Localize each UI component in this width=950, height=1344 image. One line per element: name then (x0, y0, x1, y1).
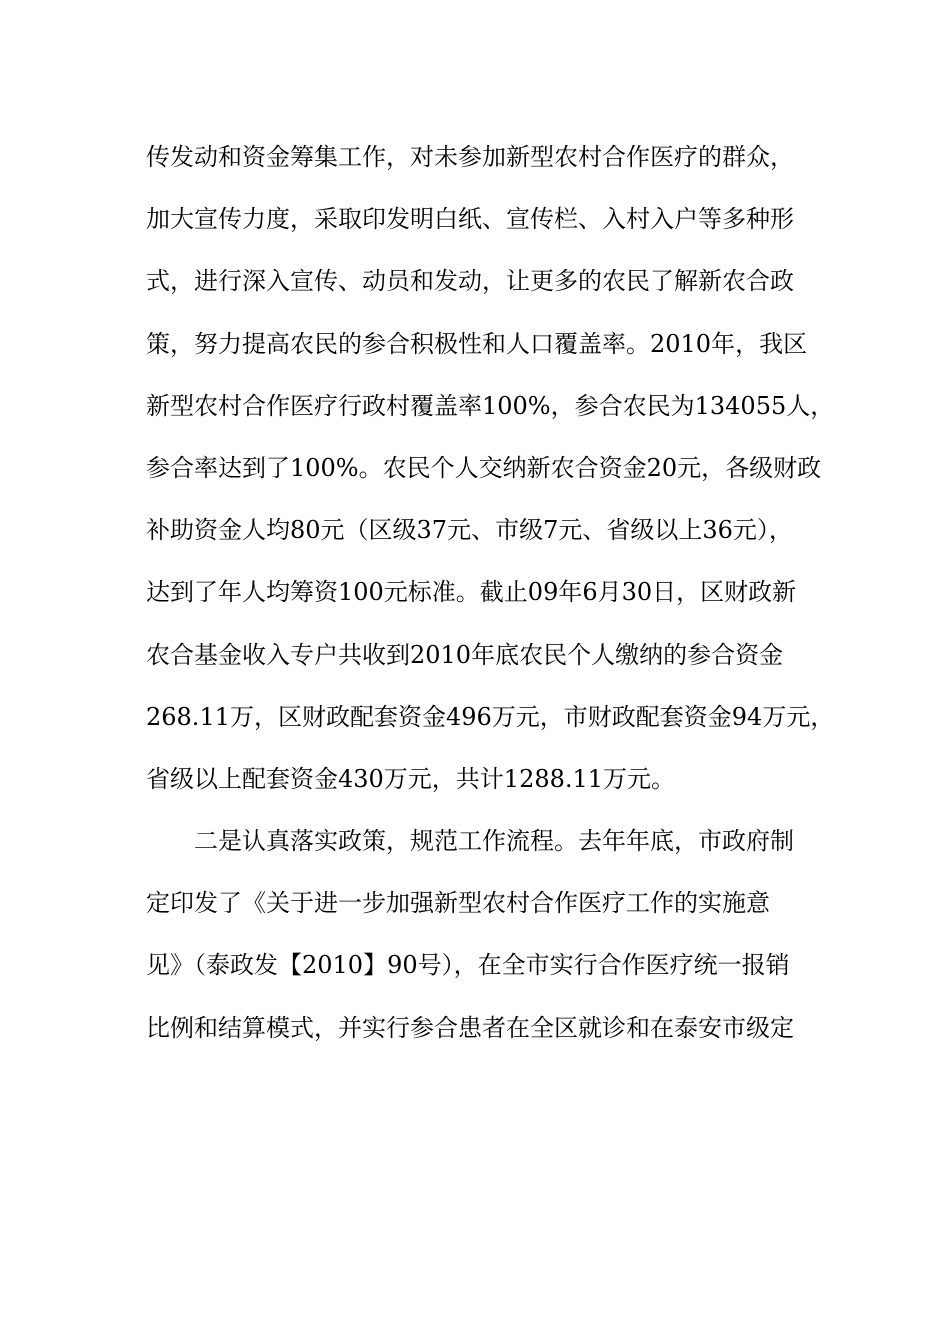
text-line: 式，进行深入宣传、动员和发动，让更多的农民了解新农合政 (146, 267, 794, 296)
text-line: 加大宣传力度，采取印发明白纸、宣传栏、入村入户等多种形 (146, 205, 794, 234)
text-line: 268.11万，区财政配套资金496万元，市财政配套资金94万元， (146, 702, 835, 731)
document-body (146, 126, 835, 1059)
text-line: 传发动和资金筹集工作，对未参加新型农村合作医疗的群众， (146, 143, 794, 171)
text-line: 农合基金收入专户共收到2010年底农民个人缴纳的参合资金 (146, 640, 784, 669)
text-line: 参合率达到了100%。农民个人交纳新农合资金20元，各级财政 (146, 453, 822, 482)
text-line: 省级以上配套资金430万元，共计1288.11万元。 (146, 764, 676, 793)
text-line: 新型农村合作医疗行政村覆盖率100%，参合农民为134055人， (146, 391, 835, 420)
text-line: 比例和结算模式，并实行参合患者在全区就诊和在泰安市级定 (146, 1013, 794, 1042)
text-line: 达到了年人均筹资100元标准。截止09年6月30日，区财政新 (146, 578, 797, 607)
paragraph-start-line: 二是认真落实政策，规范工作流程。去年年底，市政府制 (194, 827, 794, 856)
text-line: 定印发了《关于进一步加强新型农村合作医疗工作的实施意 (146, 889, 770, 918)
text-line: 补助资金人均80元（区级37元、市级7元、省级以上36元）， (146, 516, 793, 545)
text-line: 策，努力提高农民的参合积极性和人口覆盖率。2010年，我区 (146, 329, 808, 358)
text-line: 见》（泰政发【2010】90号），在全市实行合作医疗统一报销 (146, 951, 790, 980)
